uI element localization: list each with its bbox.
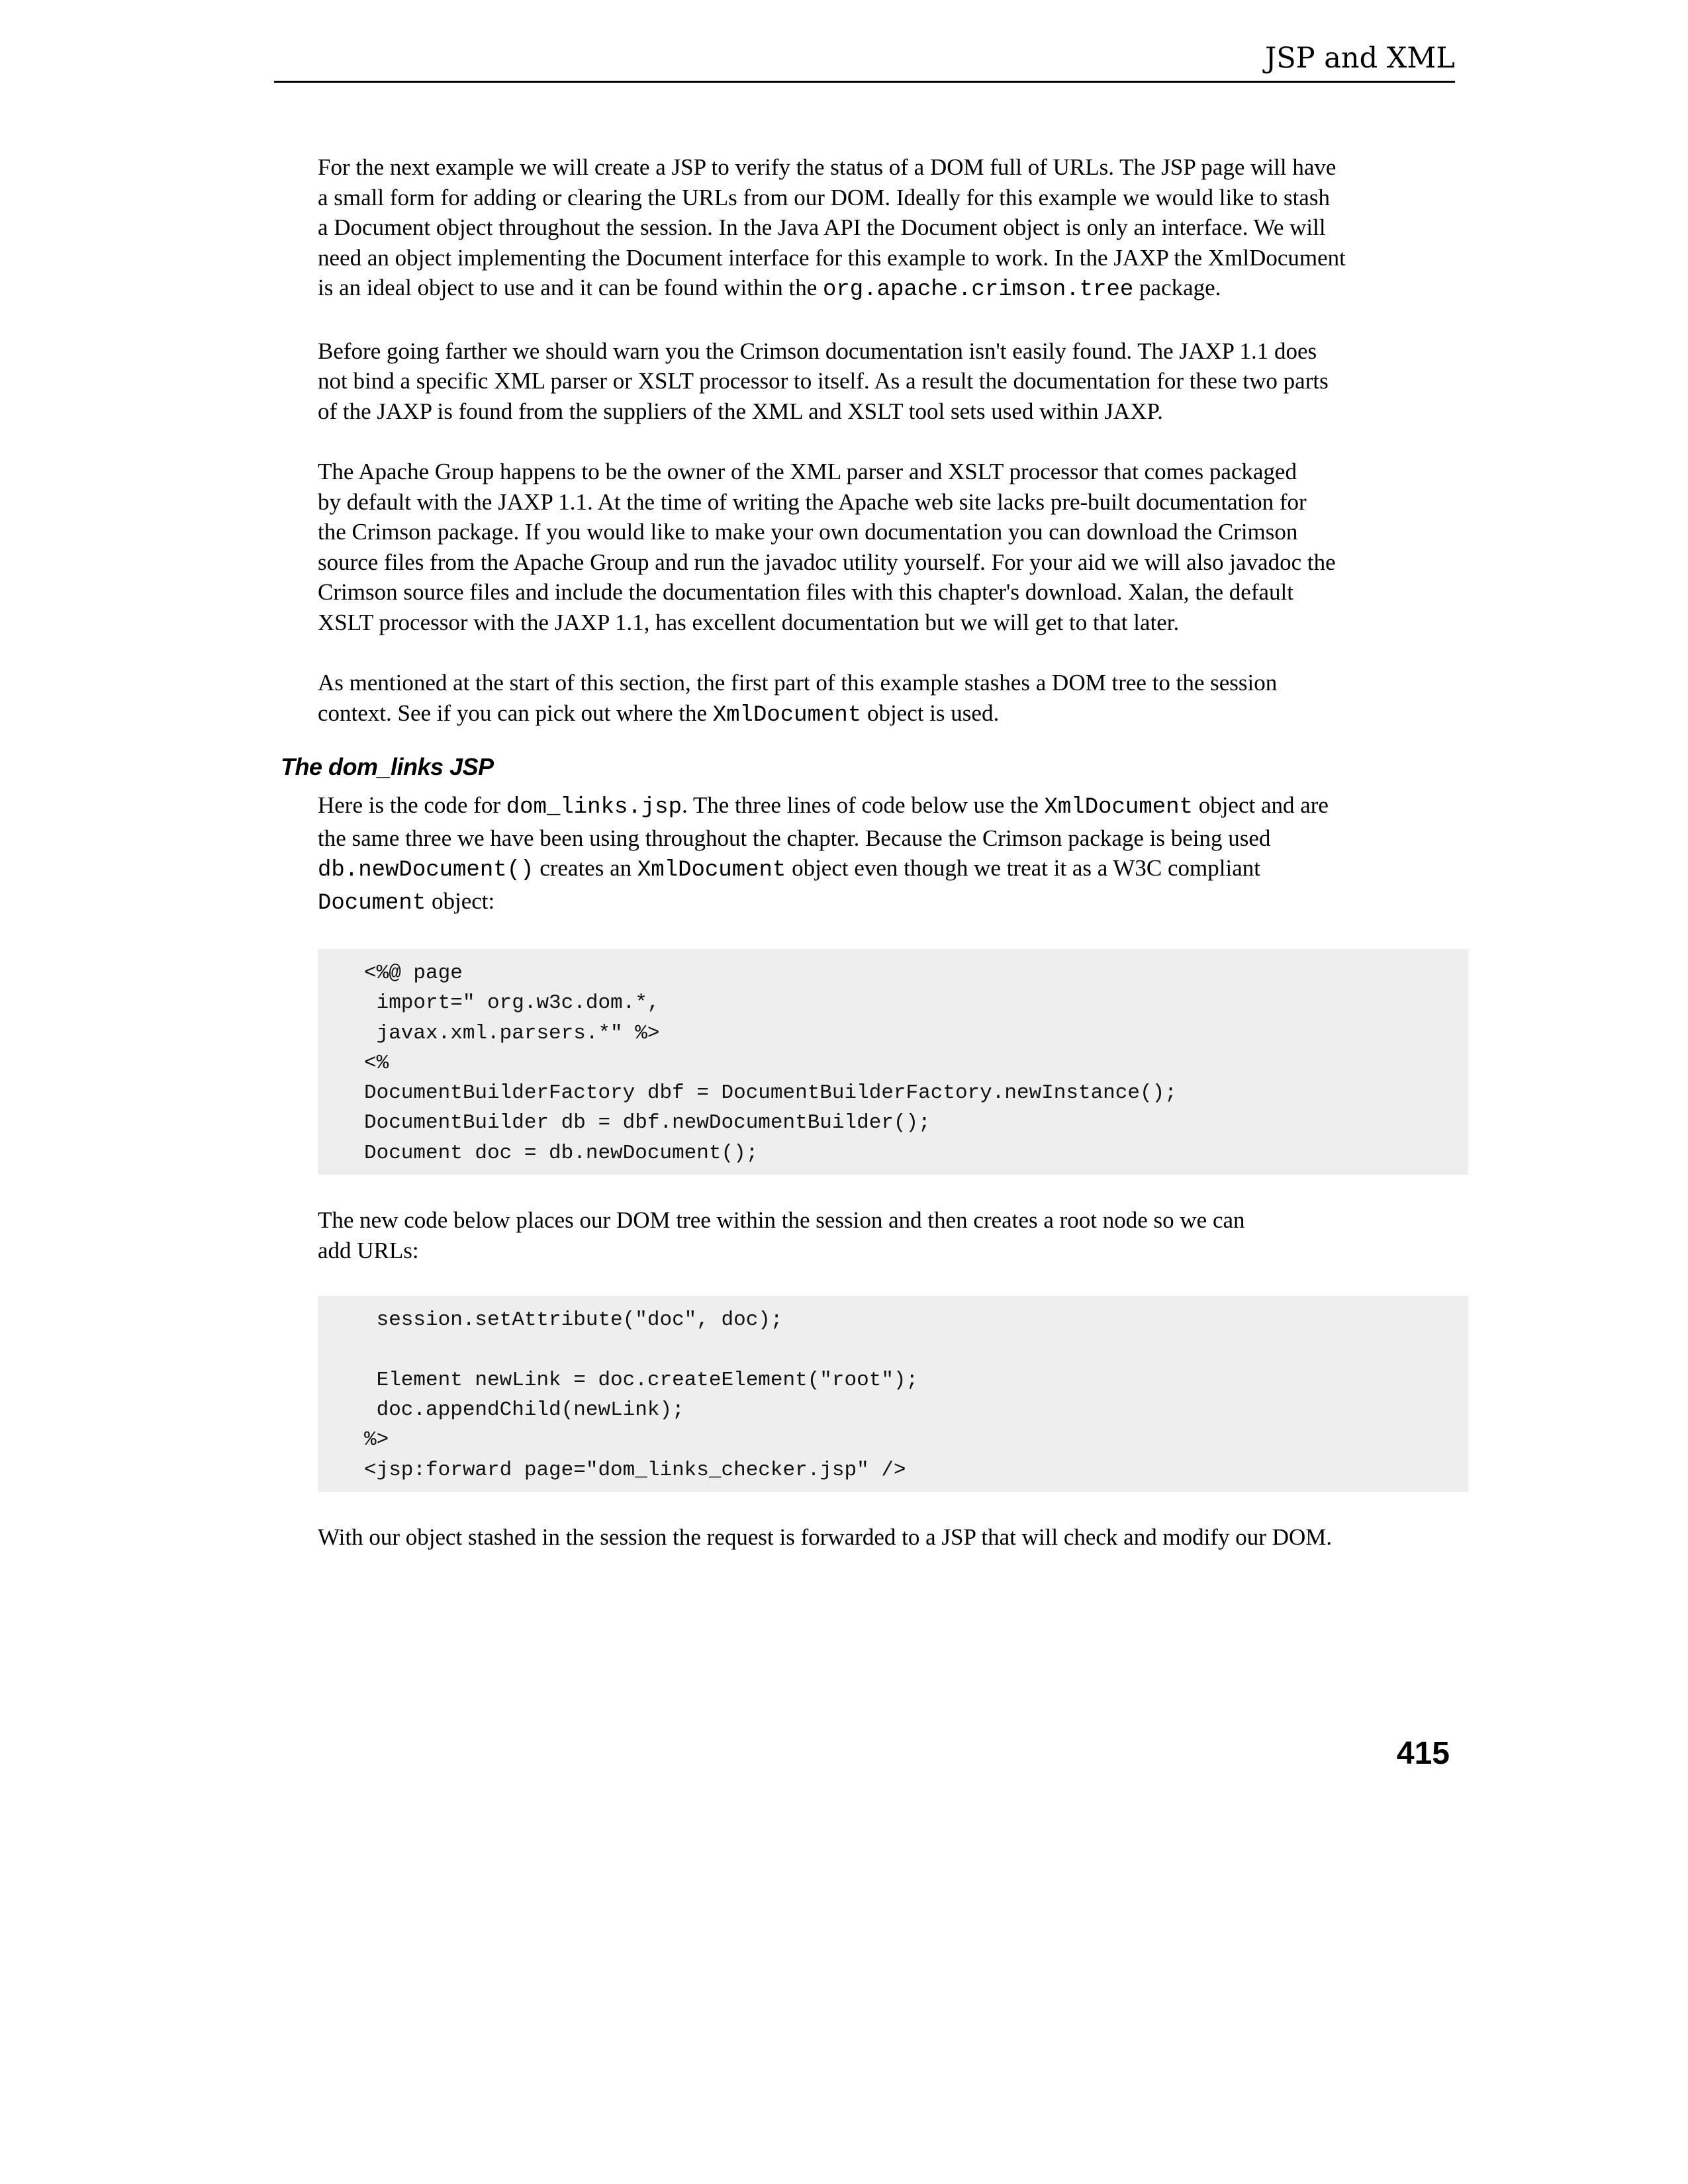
code-line: <% (364, 1051, 389, 1075)
paragraph-session-context (318, 668, 1468, 731)
inline-code-package: org.apache.crimson.tree (823, 277, 1134, 302)
inline-code-newdocument: db.newDocument() (318, 858, 534, 883)
paragraph-text: For the next example we will create a JSP to verify the status of a DOM full of URLs. The JSP page will have a small form for adding or clearing the URLs from our DOM. Ideally for this example we would like to stash a Document object throughout the session. In the Java API the Document object is only an interface. We will need an object implementing the Document interface for this example to work. In the JAXP the XmlDocument is an ideal object to use and it can be found within the (318, 154, 1346, 300)
paragraph-text: package. (1133, 275, 1221, 300)
paragraph-text: As mentioned at the start of this section, the first part of this example stashes a DOM tree to the session context. See if you can pick out where the (318, 670, 1278, 726)
inline-code-xmldocument: XmlDocument (637, 858, 786, 883)
paragraph-text: creates an (534, 855, 637, 881)
running-header (274, 40, 1455, 83)
code-line: %> (364, 1428, 389, 1452)
code-block-session (318, 1296, 1468, 1492)
paragraph-closing: With our object stashed in the session the request is forwarded to a JSP that will check and modify our DOM. (318, 1524, 1333, 1550)
inline-code-document: Document (318, 890, 426, 916)
inline-code-filename: dom_links.jsp (506, 795, 682, 820)
inline-code-xmldocument: XmlDocument (712, 702, 862, 728)
code-line: DocumentBuilder db = dbf.newDocumentBuilder(); (364, 1111, 931, 1135)
paragraph-text: object even though we treat it as a W3C compliant (792, 855, 1260, 881)
paragraph-new-code: The new code below places our DOM tree within the session and then creates a root node so we can add URLs: (318, 1207, 1245, 1263)
section-heading: The dom_links JSP (281, 753, 494, 780)
code-block-setup (318, 949, 1468, 1175)
page-number: 415 (1396, 1736, 1450, 1771)
running-header-title: JSP and XML (1264, 42, 1455, 75)
paragraph-dom-urls (318, 152, 1468, 306)
paragraph-code-intro (318, 790, 1468, 919)
code-line: Element newLink = doc.createElement("root"); (364, 1368, 919, 1392)
paragraph-apache-group: The Apache Group happens to be the owner of the XML parser and XSLT processor that comes packaged by default with the JAXP 1.1. At the time of writing the Apache web site lacks pre-built documentation for the Crimson package. If you would like to make your own documentation you can download the Crimson source files from the Apache Group and run the javadoc utility yourself. For your aid we will also javadoc the Crimson source files and include the documentation files with this chapter's download. Xalan, the default XSLT processor with the JAXP 1.1, has excellent documentation but we will get to that later. (318, 459, 1336, 635)
paragraph-text: Here is the code for (318, 792, 506, 818)
code-line: session.setAttribute("doc", doc); (364, 1308, 783, 1332)
code-line: doc.appendChild(newLink); (364, 1398, 684, 1422)
code-line: DocumentBuilderFactory dbf = DocumentBuilderFactory.newInstance(); (364, 1081, 1177, 1105)
paragraph-crimson-docs: Before going farther we should warn you the Crimson documentation isn't easily found. The JAXP 1.1 does not bind a specific XML parser or XSLT processor to itself. As a result the documentation for these two parts of the JAXP is found from the suppliers of the XML and XSLT tool sets used within JAXP. (318, 338, 1329, 424)
paragraph-text: object is used. (861, 700, 1000, 726)
code-line: javax.xml.parsers.*" %> (364, 1021, 660, 1045)
page-content (281, 152, 1468, 1552)
code-line: import=" org.w3c.dom.*, (364, 991, 660, 1015)
code-line: Document doc = db.newDocument(); (364, 1141, 759, 1165)
inline-code-xmldocument: XmlDocument (1044, 795, 1193, 820)
paragraph-text: . The three lines of code below use the (681, 792, 1045, 818)
code-line (364, 1335, 1468, 1365)
code-line: <%@ page (364, 962, 463, 985)
paragraph-text: object: (426, 887, 495, 914)
code-line: <jsp:forward page="dom_links_checker.jsp" /> (364, 1458, 906, 1482)
paragraph-text: object and are the same three we have been using throughout the chapter. Because the Crimson package is being used (318, 792, 1329, 851)
